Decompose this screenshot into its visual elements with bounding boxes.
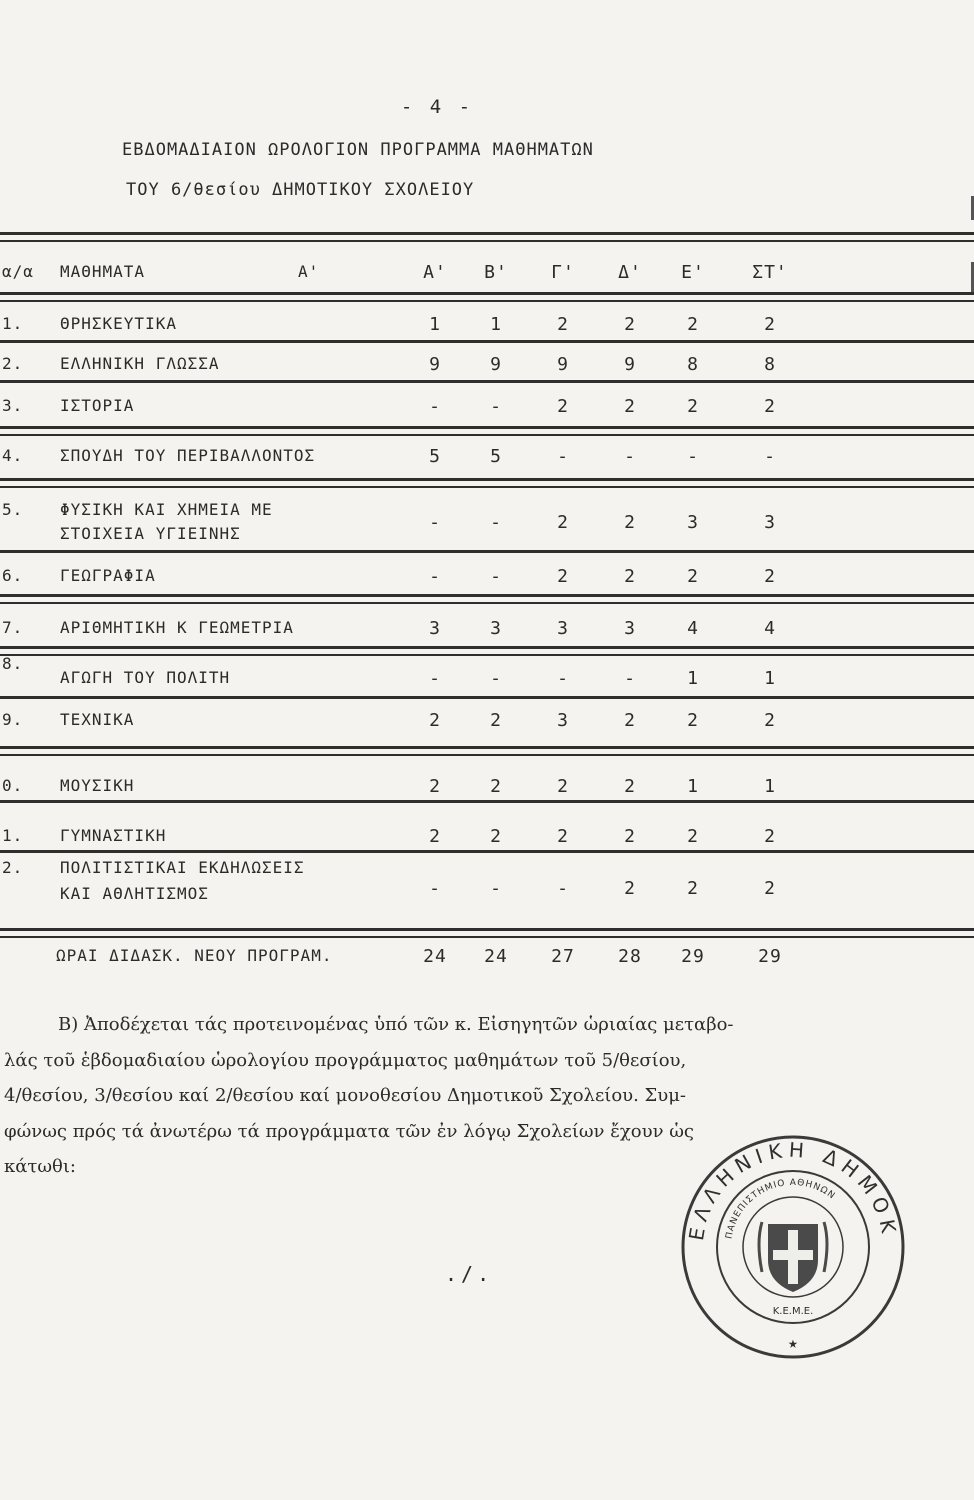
header-grade: Ε' bbox=[681, 262, 705, 283]
row-num: 2. bbox=[2, 354, 24, 373]
row-num: 1. bbox=[2, 826, 24, 845]
row-value: 2 bbox=[624, 826, 636, 847]
row-value: 1 bbox=[687, 668, 699, 689]
total-value: 24 bbox=[423, 946, 447, 967]
table-rule bbox=[0, 232, 974, 235]
row-value: 3 bbox=[490, 618, 502, 639]
row-subject: ΠΟΛΙΤΙΣΤΙΚΑΙ ΕΚΔΗΛΩΣΕΙΣ bbox=[60, 858, 305, 877]
table-rule bbox=[0, 800, 974, 803]
row-num: 2. bbox=[2, 858, 24, 877]
seal-bottom-text: Κ.Ε.Μ.Ε. bbox=[772, 1306, 814, 1317]
page-number: - 4 - bbox=[400, 96, 474, 118]
row-value: - bbox=[687, 446, 699, 467]
row-num: 6. bbox=[2, 566, 24, 585]
row-subject: ΑΡΙΘΜΗΤΙΚΗ Κ ΓΕΩΜΕΤΡΙΑ bbox=[60, 618, 294, 637]
row-value: 8 bbox=[764, 354, 776, 375]
total-value: 29 bbox=[681, 946, 705, 967]
row-value: 2 bbox=[624, 878, 636, 899]
row-value: - bbox=[429, 512, 441, 533]
table-rule bbox=[0, 478, 974, 481]
document-subtitle: ΤΟΥ 6/θεσίου ΔΗΜΟΤΙΚΟΥ ΣΧΟΛΕΙΟΥ bbox=[126, 180, 475, 200]
row-subject: ΘΡΗΣΚΕΥΤΙΚΑ bbox=[60, 314, 177, 333]
row-value: 1 bbox=[490, 314, 502, 335]
row-value: - bbox=[490, 396, 502, 417]
row-subject: ΕΛΛΗΝΙΚΗ ΓΛΩΣΣΑ bbox=[60, 354, 220, 373]
row-value: 2 bbox=[687, 710, 699, 731]
table-rule bbox=[0, 292, 974, 295]
row-value: 2 bbox=[624, 396, 636, 417]
seal-graphic bbox=[678, 1132, 908, 1362]
row-value: 2 bbox=[687, 396, 699, 417]
row-value: - bbox=[764, 446, 776, 467]
table-rule bbox=[0, 434, 974, 436]
header-subject: ΜΑΘΗΜΑΤΑ bbox=[60, 262, 146, 281]
header-grade: Δ' bbox=[618, 262, 642, 283]
row-value: 4 bbox=[764, 618, 776, 639]
row-subject: ΦΥΣΙΚΗ ΚΑΙ ΧΗΜΕΙΑ ΜΕ bbox=[60, 500, 273, 519]
paragraph-line: λάς τοῦ ἑβδομαδιαίου ὡρολογίου προγράμματος μαθημάτων τοῦ 5/θεσίου, bbox=[4, 1049, 687, 1071]
row-num: 1. bbox=[2, 314, 24, 333]
paragraph-line: Β) Ἀποδέχεται τάς προτεινομένας ὑπό τῶν κ. Εἰσηγητῶν ὡριαίας μεταβο- bbox=[58, 1014, 734, 1035]
row-value: 2 bbox=[490, 826, 502, 847]
table-rule bbox=[0, 696, 974, 699]
official-seal bbox=[678, 1132, 908, 1362]
star-icon: ★ bbox=[788, 1333, 798, 1352]
seal-inner-text: ΠΑΝΕΠΙΣΤΗΜΙΟ ΑΘΗΝΩΝ bbox=[724, 1177, 837, 1240]
row-value: 3 bbox=[429, 618, 441, 639]
total-value: 24 bbox=[484, 946, 508, 967]
row-value: 2 bbox=[624, 314, 636, 335]
row-value: - bbox=[429, 396, 441, 417]
row-value: 2 bbox=[687, 826, 699, 847]
row-value: 9 bbox=[490, 354, 502, 375]
total-label: ΩΡΑΙ ΔΙΔΑΣΚ. ΝΕΟΥ ΠΡΟΓΡΑΜ. bbox=[56, 946, 333, 965]
paragraph-line: 4/θεσίου, 3/θεσίου καί 2/θεσίου καί μονοθεσίου Δημοτικοῦ Σχολείου. Συμ- bbox=[4, 1085, 687, 1106]
row-value: 2 bbox=[557, 396, 569, 417]
row-value: 2 bbox=[557, 314, 569, 335]
row-value: 5 bbox=[429, 446, 441, 467]
row-value: 2 bbox=[764, 878, 776, 899]
row-subject: ΜΟΥΣΙΚΗ bbox=[60, 776, 135, 795]
row-value: - bbox=[490, 668, 502, 689]
row-subject: ΓΥΜΝΑΣΤΙΚΗ bbox=[60, 826, 167, 845]
row-value: - bbox=[557, 446, 569, 467]
row-value: 2 bbox=[557, 512, 569, 533]
table-rule bbox=[0, 754, 974, 756]
row-value: 2 bbox=[557, 776, 569, 797]
row-value: - bbox=[624, 668, 636, 689]
row-value: 3 bbox=[764, 512, 776, 533]
row-value: 2 bbox=[429, 710, 441, 731]
row-value: 2 bbox=[764, 826, 776, 847]
row-value: 5 bbox=[490, 446, 502, 467]
total-value: 28 bbox=[618, 946, 642, 967]
row-value: 3 bbox=[624, 618, 636, 639]
total-value: 27 bbox=[551, 946, 575, 967]
table-rule bbox=[0, 646, 974, 649]
row-value: 2 bbox=[764, 710, 776, 731]
row-value: 2 bbox=[490, 776, 502, 797]
row-value: - bbox=[429, 566, 441, 587]
row-value: 2 bbox=[624, 710, 636, 731]
paragraph-line: φώνως πρός τά ἀνωτέρω τά προγράμματα τῶν ἐν λόγῳ Σχολείων ἔχουν ὡς bbox=[4, 1120, 694, 1142]
row-value: 2 bbox=[429, 776, 441, 797]
row-value: 2 bbox=[687, 566, 699, 587]
row-subject: ΤΕΧΝΙΚΑ bbox=[60, 710, 135, 729]
row-value: - bbox=[490, 878, 502, 899]
table-rule bbox=[0, 928, 974, 931]
row-num: 8. bbox=[2, 654, 24, 673]
table-rule bbox=[0, 240, 974, 242]
continuation-mark: ./. bbox=[445, 1262, 494, 1286]
table-rule bbox=[0, 850, 974, 853]
total-value: 29 bbox=[758, 946, 782, 967]
row-value: - bbox=[429, 878, 441, 899]
row-subject-line2: ΚΑΙ ΑΘΛΗΤΙΣΜΟΣ bbox=[60, 884, 209, 903]
header-num: α/α bbox=[2, 262, 34, 281]
row-subject: ΓΕΩΓΡΑΦΙΑ bbox=[60, 566, 156, 585]
row-subject: ΑΓΩΓΗ ΤΟΥ ΠΟΛΙΤΗ bbox=[60, 668, 231, 687]
row-subject: ΣΠΟΥΔΗ ΤΟΥ ΠΕΡΙΒΑΛΛΟΝΤΟΣ bbox=[60, 446, 316, 465]
row-value: 8 bbox=[687, 354, 699, 375]
row-value: 2 bbox=[490, 710, 502, 731]
row-value: 2 bbox=[557, 566, 569, 587]
paragraph-line: κάτωθι: bbox=[4, 1156, 76, 1177]
row-value: 3 bbox=[557, 710, 569, 731]
row-num: 5. bbox=[2, 500, 24, 519]
header-grade: Β' bbox=[484, 262, 508, 283]
row-num: 4. bbox=[2, 446, 24, 465]
row-value: 2 bbox=[764, 314, 776, 335]
table-rule bbox=[0, 340, 974, 343]
header-grade: Γ' bbox=[551, 262, 575, 283]
row-value: 3 bbox=[687, 512, 699, 533]
row-num: 3. bbox=[2, 396, 24, 415]
table-rule bbox=[0, 550, 974, 553]
coat-of-arms-icon bbox=[759, 1222, 827, 1292]
header-grade: Α' bbox=[423, 262, 447, 283]
table-rule bbox=[0, 486, 974, 488]
row-value: 2 bbox=[687, 878, 699, 899]
row-value: - bbox=[557, 668, 569, 689]
row-num: 9. bbox=[2, 710, 24, 729]
row-value: - bbox=[490, 566, 502, 587]
row-num: 0. bbox=[2, 776, 24, 795]
row-value: 2 bbox=[557, 826, 569, 847]
table-rule bbox=[0, 426, 974, 429]
row-value: 2 bbox=[624, 512, 636, 533]
row-value: 3 bbox=[557, 618, 569, 639]
row-value: 9 bbox=[429, 354, 441, 375]
table-rule bbox=[0, 594, 974, 597]
row-value: 2 bbox=[624, 776, 636, 797]
row-value: 2 bbox=[429, 826, 441, 847]
table-rule bbox=[0, 936, 974, 938]
table-rule bbox=[0, 654, 974, 656]
table-rule bbox=[0, 300, 974, 302]
header-a-mark: Α' bbox=[298, 262, 320, 281]
row-value: 1 bbox=[764, 776, 776, 797]
row-value: 2 bbox=[687, 314, 699, 335]
table-rule bbox=[0, 380, 974, 383]
row-num: 7. bbox=[2, 618, 24, 637]
row-value: 1 bbox=[429, 314, 441, 335]
row-value: 9 bbox=[557, 354, 569, 375]
table-rule bbox=[0, 602, 974, 604]
row-value: 1 bbox=[687, 776, 699, 797]
row-value: 1 bbox=[764, 668, 776, 689]
table-rule bbox=[0, 746, 974, 749]
row-value: 4 bbox=[687, 618, 699, 639]
header-grade: ΣΤ' bbox=[752, 262, 788, 283]
row-value: 9 bbox=[624, 354, 636, 375]
row-value: - bbox=[490, 512, 502, 533]
row-value: 2 bbox=[624, 566, 636, 587]
document-title: ΕΒΔΟΜΑΔΙΑΙΟΝ ΩΡΟΛΟΓΙΟΝ ΠΡΟΓΡΑΜΜΑ ΜΑΘΗΜΑΤΩΝ bbox=[122, 140, 594, 160]
seal-outer-text: ΕΛΛΗΝΙΚΗ ΔΗΜΟΚ bbox=[683, 1137, 902, 1243]
row-value: 2 bbox=[764, 566, 776, 587]
row-subject-line2: ΣΤΟΙΧΕΙΑ ΥΓΙΕΙΝΗΣ bbox=[60, 524, 241, 543]
row-value: 2 bbox=[764, 396, 776, 417]
row-value: - bbox=[557, 878, 569, 899]
row-value: - bbox=[429, 668, 441, 689]
row-value: - bbox=[624, 446, 636, 467]
row-subject: ΙΣΤΟΡΙΑ bbox=[60, 396, 135, 415]
